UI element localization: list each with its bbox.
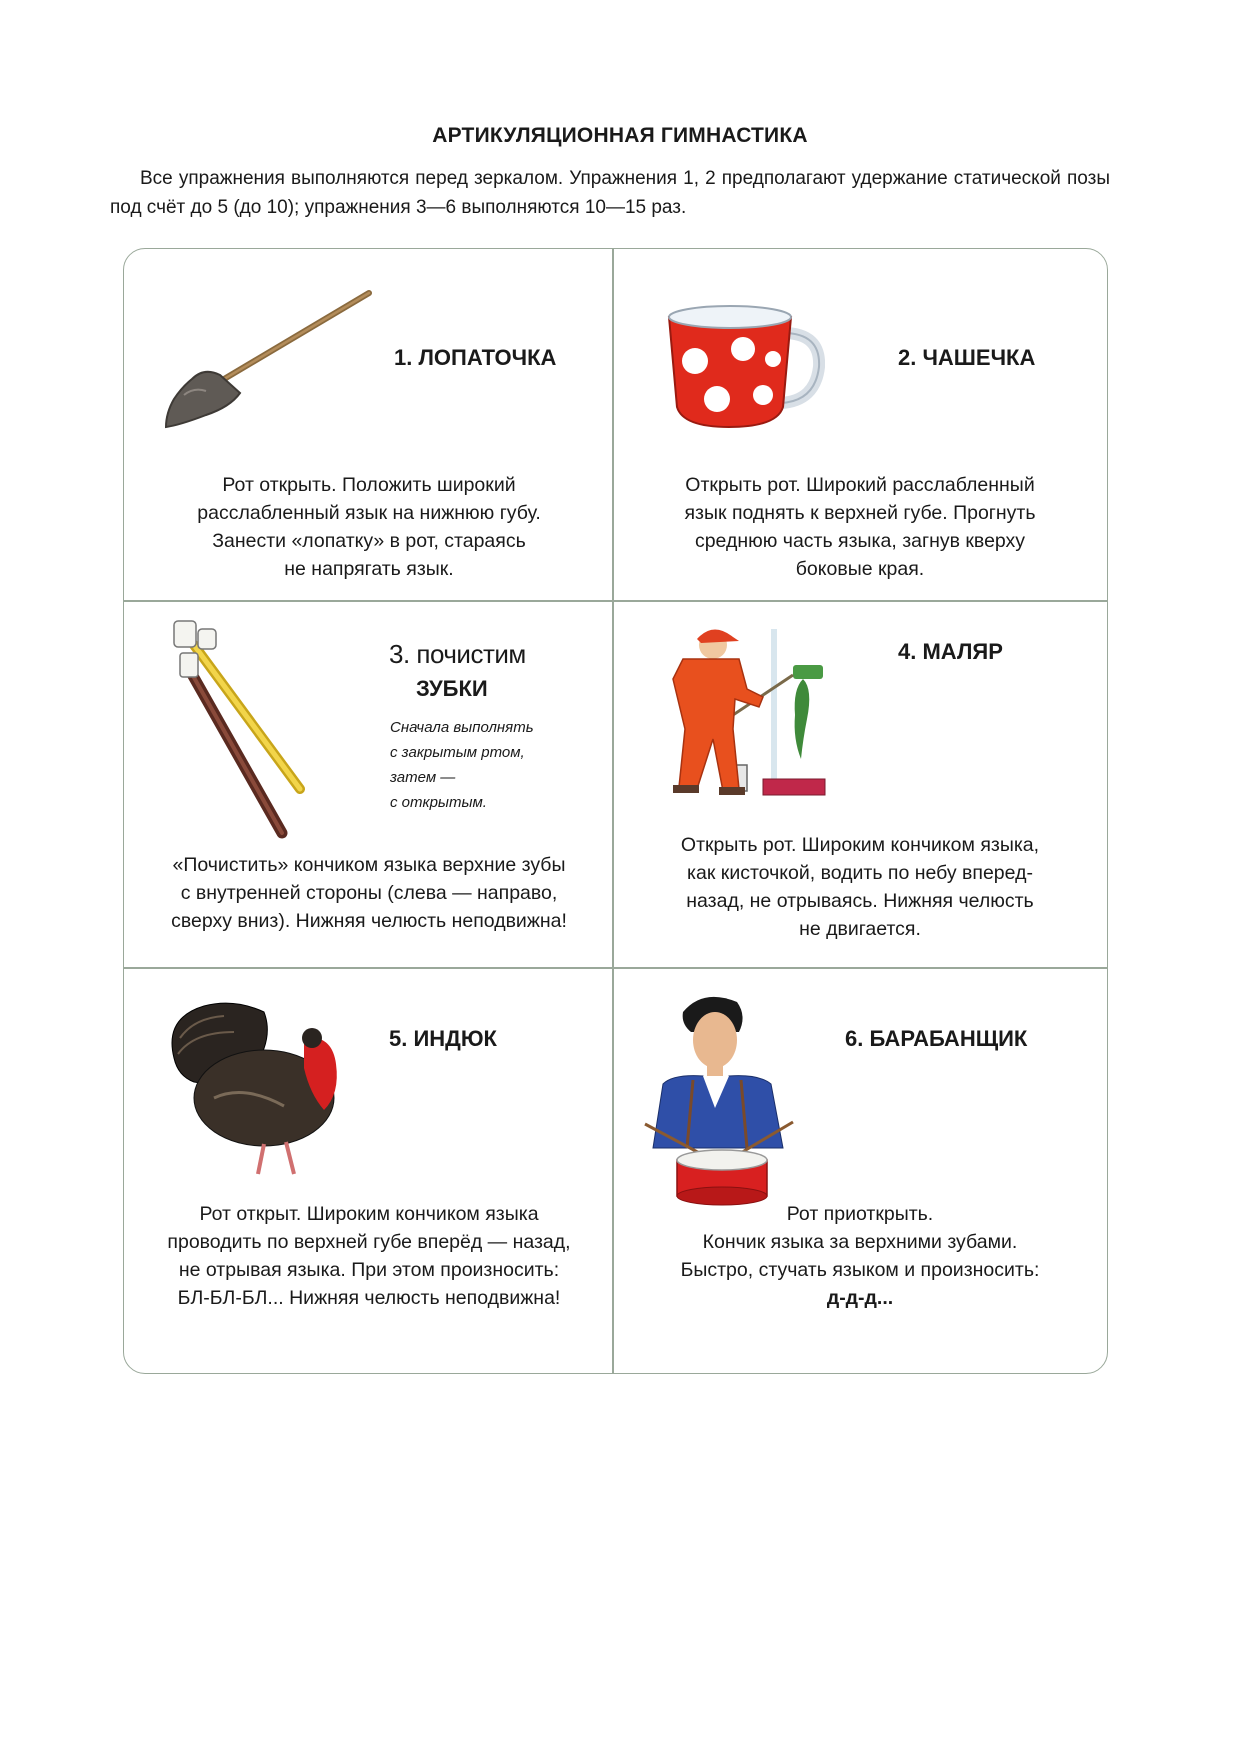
exercise-title: 4. МАЛЯР	[898, 639, 1003, 664]
drummer-icon	[643, 988, 823, 1208]
exercise-description: Рот приоткрыть. Кончик языка за верхними зубами. Быстро, стучать языком и произносить: д-д-д...	[633, 1200, 1087, 1312]
intro-paragraph: Все упражнения выполняются перед зеркалом. Упражнения 1, 2 предполагают удержание статической позы под счёт до 5 (до 10); упражнения 3—6 выполняются 10—15 раз.	[110, 168, 1110, 218]
exercise-card-4	[613, 601, 1107, 967]
shovel-icon	[144, 287, 374, 437]
exercise-title: 3. почистим	[389, 639, 526, 669]
exercise-description: Открыть рот. Широкий расслабленный язык поднять к верхней губе. Прогнуть среднюю часть языка, загнув кверху боковые края.	[684, 474, 1036, 580]
exercise-description: Открыть рот. Широким кончиком языка, как кисточкой, водить по небу вперед- назад, не отрываясь. Нижняя челюсть не двигается.	[680, 834, 1040, 940]
exercise-card-6	[613, 968, 1107, 1373]
page-title: АРТИКУЛЯЦИОННАЯ ГИМНАСТИКА	[432, 124, 808, 147]
exercise-description: Рот открыт. Широким кончиком языка проводить по верхней губе вперёд — назад, не отрывая языка. При этом произносить: БЛ-БЛ-БЛ... Нижняя челюсть неподвижна!	[167, 1203, 571, 1309]
exercise-title: 1. ЛОПАТОЧКА	[394, 345, 557, 370]
exercise-sound: д-д-д...	[826, 1287, 894, 1309]
turkey-icon	[154, 998, 354, 1188]
cup-icon	[665, 303, 825, 433]
exercise-card-5	[124, 968, 612, 1373]
painter-icon	[643, 619, 833, 809]
exercise-note: Сначала выполнять с закрытым ртом, затем — с открытым.	[390, 719, 534, 811]
exercise-card-1	[124, 249, 612, 600]
exercise-title: 5. ИНДЮК	[389, 1026, 497, 1051]
exercise-title: 6. БАРАБАНЩИК	[845, 1026, 1028, 1051]
toothbrush-icon	[164, 615, 314, 841]
exercise-title: 2. ЧАШЕЧКА	[898, 345, 1036, 370]
exercise-description: «Почистить» кончиком языка верхние зубы с внутренней стороны (слева — направо, сверху вниз). Нижняя челюсть неподвижна!	[171, 854, 567, 932]
exercise-card-2	[613, 249, 1107, 600]
exercise-description: Рот открыть. Положить широкий расслабленный язык на нижнюю губу. Занести «лопатку» в рот, стараясь не напрягать язык.	[197, 474, 541, 580]
exercise-card-3	[124, 601, 612, 967]
exercise-grid	[123, 248, 1108, 1374]
exercise-title-line2: ЗУБКИ	[416, 676, 488, 701]
